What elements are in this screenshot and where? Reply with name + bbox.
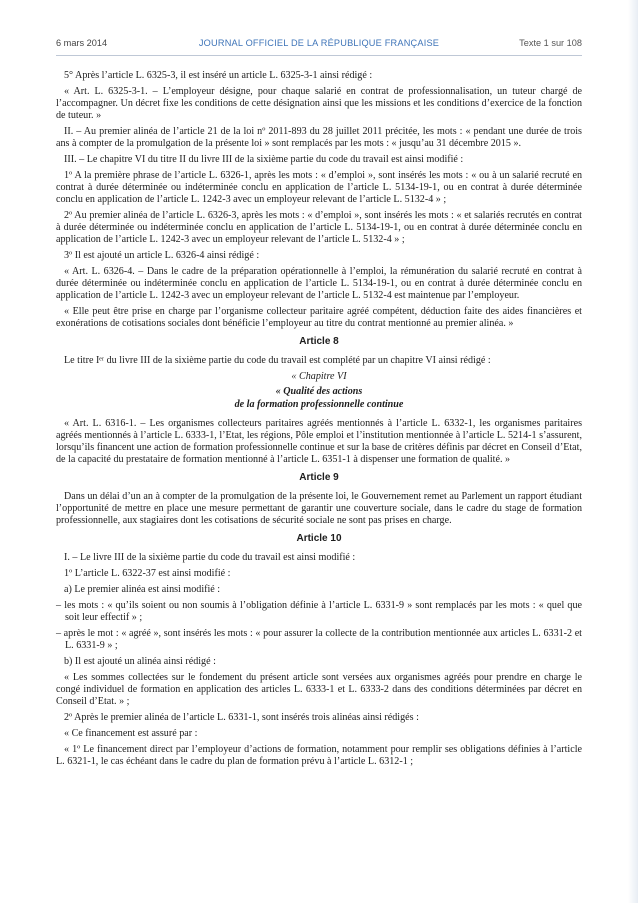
chapter-subtitle-line: de la formation professionnelle continue — [234, 399, 404, 411]
paragraph: 2º Au premier alinéa de l’article L. 6326-3, après les mots : « d’emploi », sont insérés les mots : « et salariés recrutés en contrat à durée déterminée ou indéterminée conclu en application de l’article L. 5134-19-1, ou en contrat à durée déterminée conclu en application de l’article L. 1242-3 avec un employeur relevant de l’article L. 5132-4 » ; — [56, 209, 582, 246]
list-item: – les mots : « qu’ils soient ou non soumis à l’obligation définie à l’article L. 6331-9 » sont remplacés par les mots : « quel que soit leur effectif » ; — [56, 600, 582, 624]
paragraph: a) Le premier alinéa est ainsi modifié : — [64, 584, 221, 596]
page-header — [56, 38, 582, 52]
paragraph: 1º L’article L. 6322-37 est ainsi modifié : — [64, 568, 231, 580]
list-item: – après le mot : « agréé », sont insérés les mots : « pour assurer la collecte de la contribution mentionnée aux articles L. 6331-2 et L. 6331-9 » ; — [56, 628, 582, 652]
page-counter: Texte 1 sur 108 — [519, 38, 582, 48]
page-edge-shadow — [628, 0, 638, 903]
journal-title: JOURNAL OFFICIEL DE LA RÉPUBLIQUE FRANÇAISE — [198, 38, 440, 48]
paragraph: II. – Au premier alinéa de l’article 21 de la loi nº 2011-893 du 28 juillet 2011 précitée, les mots : « pendant une durée de trois ans à compter de la promulgation de la présente loi » sont remplacés par les mots : « jusqu’au 31 décembre 2015 ». — [56, 125, 582, 150]
paragraph: b) Il est ajouté un alinéa ainsi rédigé : — [64, 656, 216, 668]
chapter-subtitle — [56, 386, 582, 411]
paragraph: 5° Après l’article L. 6325-3, il est inséré un article L. 6325-3-1 ainsi rédigé : — [64, 70, 373, 81]
paragraph: « Les sommes collectées sur le fondement du présent article sont versées aux organismes agréés pour prendre en charge le congé individuel de formation en application des articles L. 6333-1 et L. 6333-2 dans des conditions déterminées par décret en Conseil d’Etat. » ; — [56, 672, 582, 708]
header-rule — [56, 55, 582, 56]
paragraph: Dans un délai d’un an à compter de la promulgation de la présente loi, le Gouvernement remet au Parlement un rapport étudiant l’opportunité de mettre en place une mesure permettant de garantir une couverture sociale, dans le cadre du stage de formation professionnelle, aux stagiaires dont les cotisations de sécurité sociale ne sont pas prises en charge. — [56, 491, 582, 527]
document-body — [56, 70, 582, 772]
paragraph: « 1º Le financement direct par l’employeur d’actions de formation, notamment pour remplir ses obligations définies à l’article L. 6321-1, le cas échéant dans le cadre du plan de formation prévu à l’article L. 6312-1 ; — [56, 743, 582, 767]
publication-date: 6 mars 2014 — [56, 38, 108, 48]
paragraph: I. – Le livre III de la sixième partie du code du travail est ainsi modifié : — [64, 552, 356, 564]
paragraph: 1º A la première phrase de l’article L. 6326-1, après les mots : « d’emploi », sont insérés les mots : « ou à un salarié recruté en contrat à durée déterminée ou indéterminée conclu en application de l’article L. 5134-19-1, ou en contrat à durée déterminée conclu en application de l’article L. 1242-3 avec un employeur relevant de l’article L. 5132-4 » ; — [56, 169, 582, 206]
paragraph: « Art. L. 6325-3-1. – L’employeur désigne, pour chaque salarié en contrat de professionnalisation, un tuteur chargé de l’accompagner. Un décret fixe les conditions de cette désignation ainsi que les missions et les conditions d’exercice de la fonction de tuteur. » — [56, 85, 582, 122]
paragraph: Le titre Iᵉʳ du livre III de la sixième partie du code du travail est complété par un chapitre VI ainsi rédigé : — [64, 355, 491, 367]
chapter-subtitle-line: « Qualité des actions — [275, 386, 363, 398]
article-heading: Article 9 — [299, 472, 339, 483]
chapter-title: « Chapitre VI — [291, 371, 347, 383]
paragraph: 3º Il est ajouté un article L. 6326-4 ainsi rédigé : — [64, 250, 260, 261]
article-heading: Article 10 — [296, 533, 342, 545]
paragraph: « Elle peut être prise en charge par l’organisme collecteur paritaire agréé compétent, déduction faite des aides financières et exonérations de cotisations sociales dont bénéficie l’employeur au titre du contrat mentionné au premier alinéa. » — [56, 305, 582, 330]
paragraph: « Ce financement est assuré par : — [64, 727, 198, 739]
paragraph: « Art. L. 6316-1. – Les organismes collecteurs paritaires agréés mentionnés à l’article L. 6332-1, les organismes paritaires agréés mentionnés à l’article L. 6333-1, l’Etat, les régions, Pôle emploi et l’institution mentionnée à l’article L. 5214-1 s’assurent, lorsqu’ils financent une action de formation professionnelle continue et sur la base de critères définis par décret en Conseil d’Etat, de la capacité du prestataire de formation mentionné à l’article L. 6351-1 à dispenser une formation de qualité. » — [56, 417, 582, 465]
article-heading: Article 8 — [299, 336, 339, 348]
paragraph: 2º Après le premier alinéa de l’article L. 6331-1, sont insérés trois alinéas ainsi rédigés : — [64, 712, 419, 724]
paragraph: III. – Le chapitre VI du titre II du livre III de la sixième partie du code du travail est ainsi modifié : — [64, 153, 464, 165]
paragraph: « Art. L. 6326-4. – Dans le cadre de la préparation opérationnelle à l’emploi, la rémunération du salarié recruté en contrat à durée déterminée ou indéterminée conclu en application de l’article L. 5134-19-1, ou en contrat à durée déterminée conclu en application de l’article L. 1242-3 avec un employeur relevant de l’article L. 5132-4 est maintenue par l’employeur. — [56, 265, 582, 302]
